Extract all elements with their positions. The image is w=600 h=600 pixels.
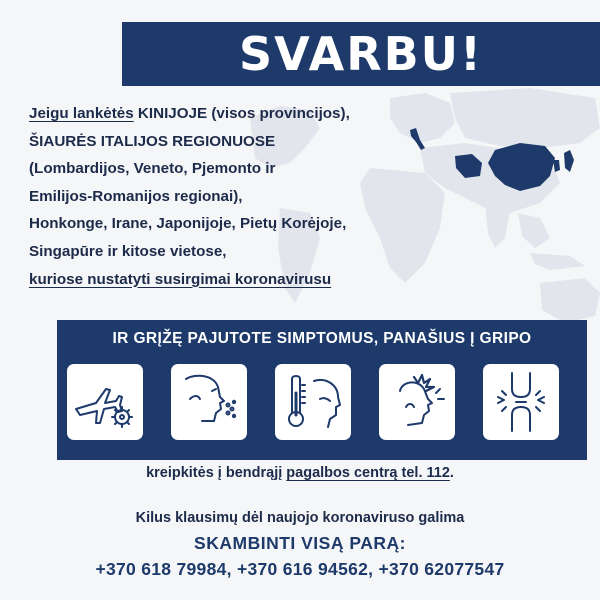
intro-line-3: (Lombardijos, Veneto, Pjemonto ir	[29, 160, 276, 178]
intro-china: KINIJOJE	[137, 105, 208, 122]
phone-numbers[interactable]: +370 618 79984, +370 616 94562, +370 62077547	[95, 559, 505, 579]
intro-line-5: Honkonge, Irane, Japonijoje, Pietų Korėjoje,	[29, 215, 347, 233]
symptom-card-joint	[483, 364, 559, 440]
intro-text	[29, 100, 409, 293]
symptoms-title: IR GRĮŽĘ PAJUTOTE SIMPTOMUS, PANAŠIUS Į GRIPO	[112, 330, 532, 347]
symptom-card-cough	[171, 364, 247, 440]
symptom-card-headache	[379, 364, 455, 440]
call-heading: SKAMBINTI VISĄ PARĄ:	[194, 533, 406, 553]
intro-line-1-lead: Jeigu lankėtės	[29, 105, 134, 122]
intro-provinces: (visos provincijos),	[211, 105, 350, 122]
intro-line-4: Emilijos-Romanijos regionai),	[29, 187, 243, 205]
symptom-cards	[57, 364, 587, 444]
intro-line-1	[29, 100, 409, 128]
fever-thermometer-icon	[280, 369, 346, 435]
contact-prefix: kreipkitės į bendrąjį	[146, 465, 283, 481]
symptoms-panel	[57, 320, 587, 460]
intro-line-7: kuriose nustatyti susirgimai koronavirusu	[29, 270, 332, 288]
title-banner	[122, 22, 600, 86]
symptom-card-fever	[275, 364, 351, 440]
joint-pain-icon	[488, 369, 554, 435]
contact-suffix: .	[449, 465, 454, 481]
page-title: SVARBU!	[238, 27, 484, 81]
contact-line	[0, 465, 600, 481]
intro-line-6: Singapūre ir kitose vietose,	[29, 242, 227, 260]
travel-virus-icon	[72, 369, 138, 435]
emergency-center-link[interactable]: pagalbos centrą tel. 112	[286, 465, 450, 481]
question-text: Kilus klausimų dėl naujojo koronaviruso galima	[135, 510, 465, 526]
cough-icon	[176, 369, 242, 435]
symptom-card-travel	[67, 364, 143, 440]
headache-icon	[384, 369, 450, 435]
intro-line-2: ŠIAURĖS ITALIJOS REGIONUOSE	[29, 132, 276, 150]
